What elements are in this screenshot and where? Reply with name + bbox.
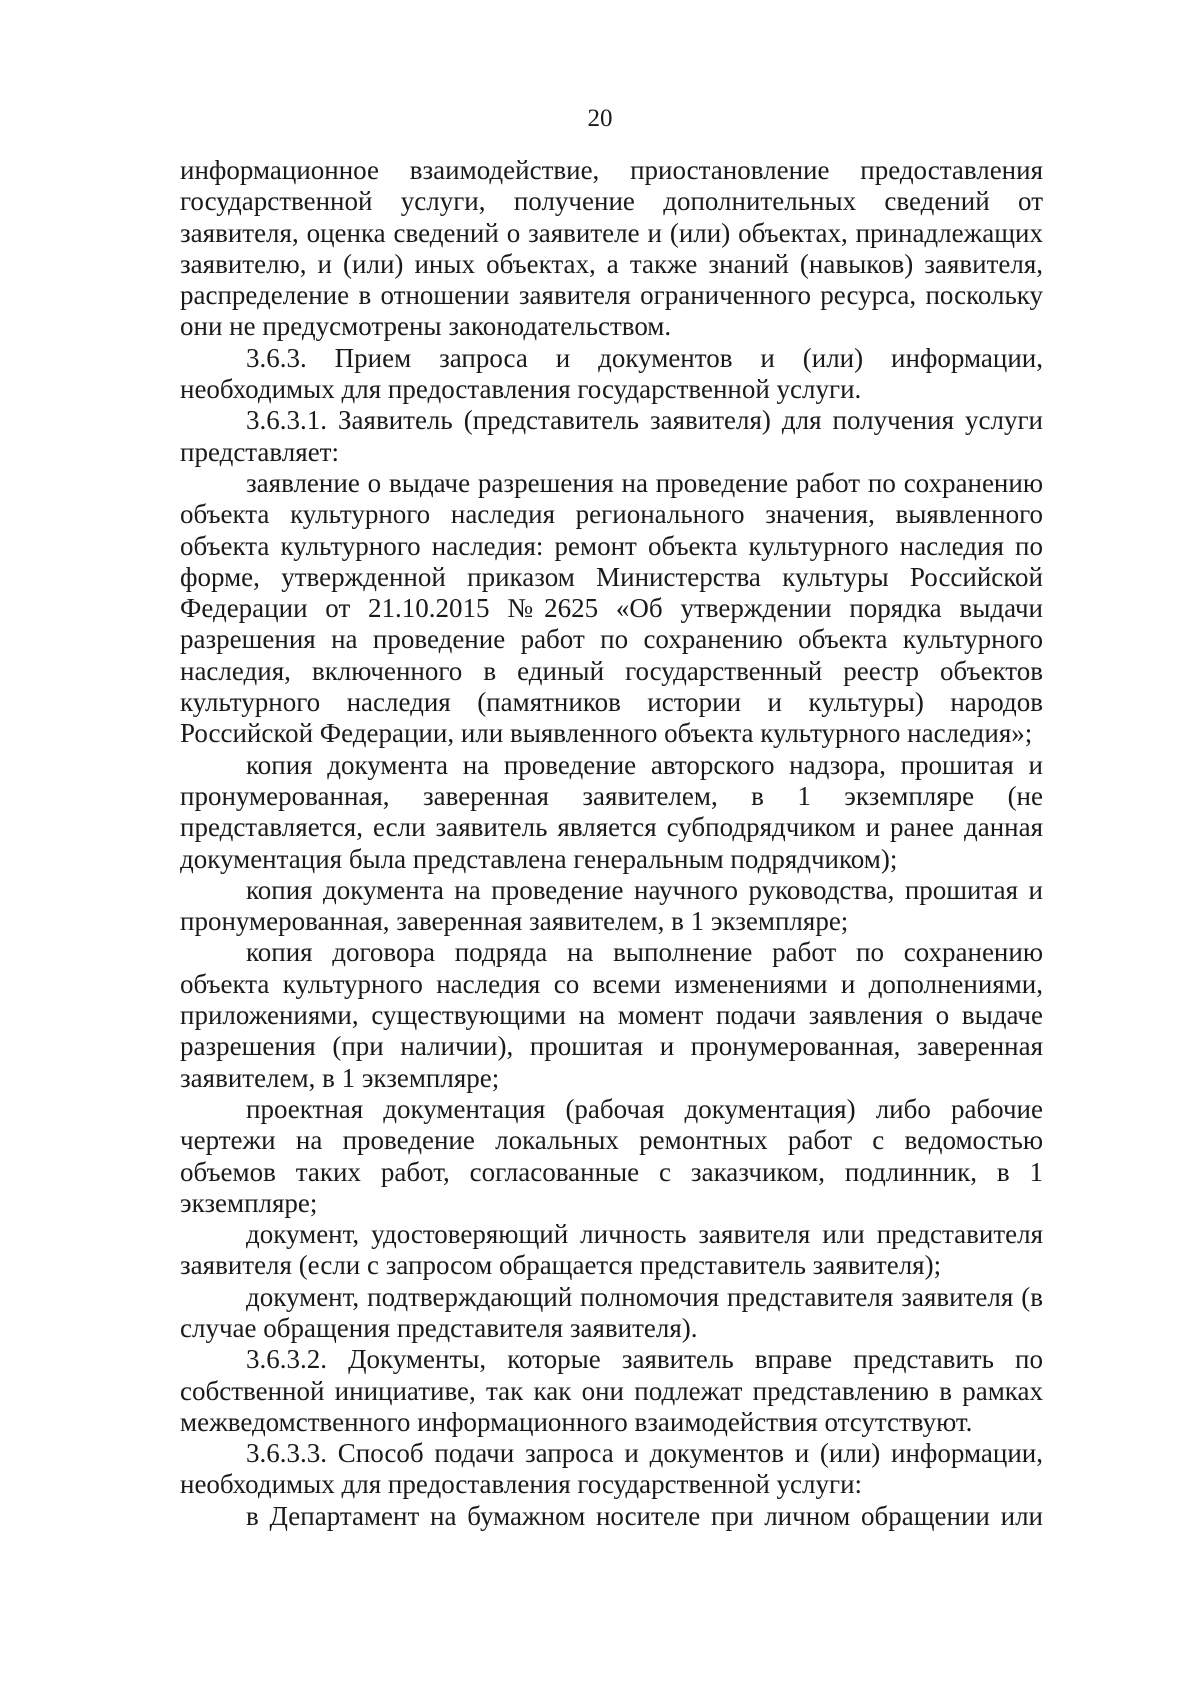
paragraph: документ, удостоверяющий личность заявителя или представителя заявителя (если с запросом обращается представитель заявителя);: [180, 1219, 1043, 1281]
paragraph: проектная документация (рабочая документация) либо рабочие чертежи на проведение локальных ремонтных работ с ведомостью объемов таких работ, согласованные с заказчиком, подлинник, в 1 экземпляре;: [180, 1093, 1043, 1218]
document-body: [180, 155, 1043, 1532]
paragraph: 3.6.3.3. Способ подачи запроса и документов и (или) информации, необходимых для предоставления государственной услуги:: [180, 1438, 1043, 1500]
paragraph: документ, подтверждающий полномочия представителя заявителя (в случае обращения представителя заявителя).: [180, 1281, 1043, 1343]
page-number: 20: [587, 105, 613, 132]
paragraph: 3.6.3.2. Документы, которые заявитель вправе представить по собственной инициативе, так как они подлежат представлению в рамках межведомственного информационного взаимодействия отсутствуют.: [180, 1344, 1043, 1437]
paragraph: в Департамент на бумажном носителе при личном обращении или: [246, 1500, 1043, 1531]
paragraph: копия документа на проведение научного руководства, прошитая и пронумерованная, заверенная заявителем, в 1 экземпляре;: [180, 874, 1043, 937]
paragraph: 3.6.3.1. Заявитель (представитель заявителя) для получения услуги представляет:: [180, 405, 1043, 467]
paragraph: копия документа на проведение авторского надзора, прошитая и пронумерованная, заверенная заявителем, в 1 экземпляре (не представляется, если заявитель является субподрядчиком и ранее данная документация была представлена генеральным подрядчиком);: [180, 749, 1043, 874]
paragraph: 3.6.3. Прием запроса и документов и (или) информации, необходимых для предоставления государственной услуги.: [180, 342, 1043, 405]
paragraph: копия договора подряда на выполнение работ по сохранению объекта культурного наследия со всеми изменениями и дополнениями, приложениями, существующими на момент подачи заявления о выдаче разрешения (при наличии), прошитая и пронумерованная, заверенная заявителем, в 1 экземпляре;: [180, 937, 1043, 1093]
paragraph: заявление о выдаче разрешения на проведение работ по сохранению объекта культурного наследия регионального значения, выявленного объекта культурного наследия: ремонт объекта культурного наследия по форме, утвержденной приказом Министерства культуры Российской Федерации от 21.10.2015 №2625 «Об утверждении порядка выдачи разрешения на проведение работ по сохранению объекта культурного наследия, включенного в единый государственный реестр объектов культурного наследия (памятников истории и культуры) народов Российской Федерации, или выявленного объекта культурного наследия»;: [180, 467, 1043, 749]
paragraph: информационное взаимодействие, приостановление предоставления государственной услуги, получение дополнительных сведений от заявителя, оценка сведений о заявителе и (или) объектах, принадлежащих заявителю, и (или) иных объектах, а также знаний (навыков) заявителя, распределение в отношении заявителя ограниченного ресурса, поскольку они не предусмотрены законодательством.: [180, 155, 1043, 342]
